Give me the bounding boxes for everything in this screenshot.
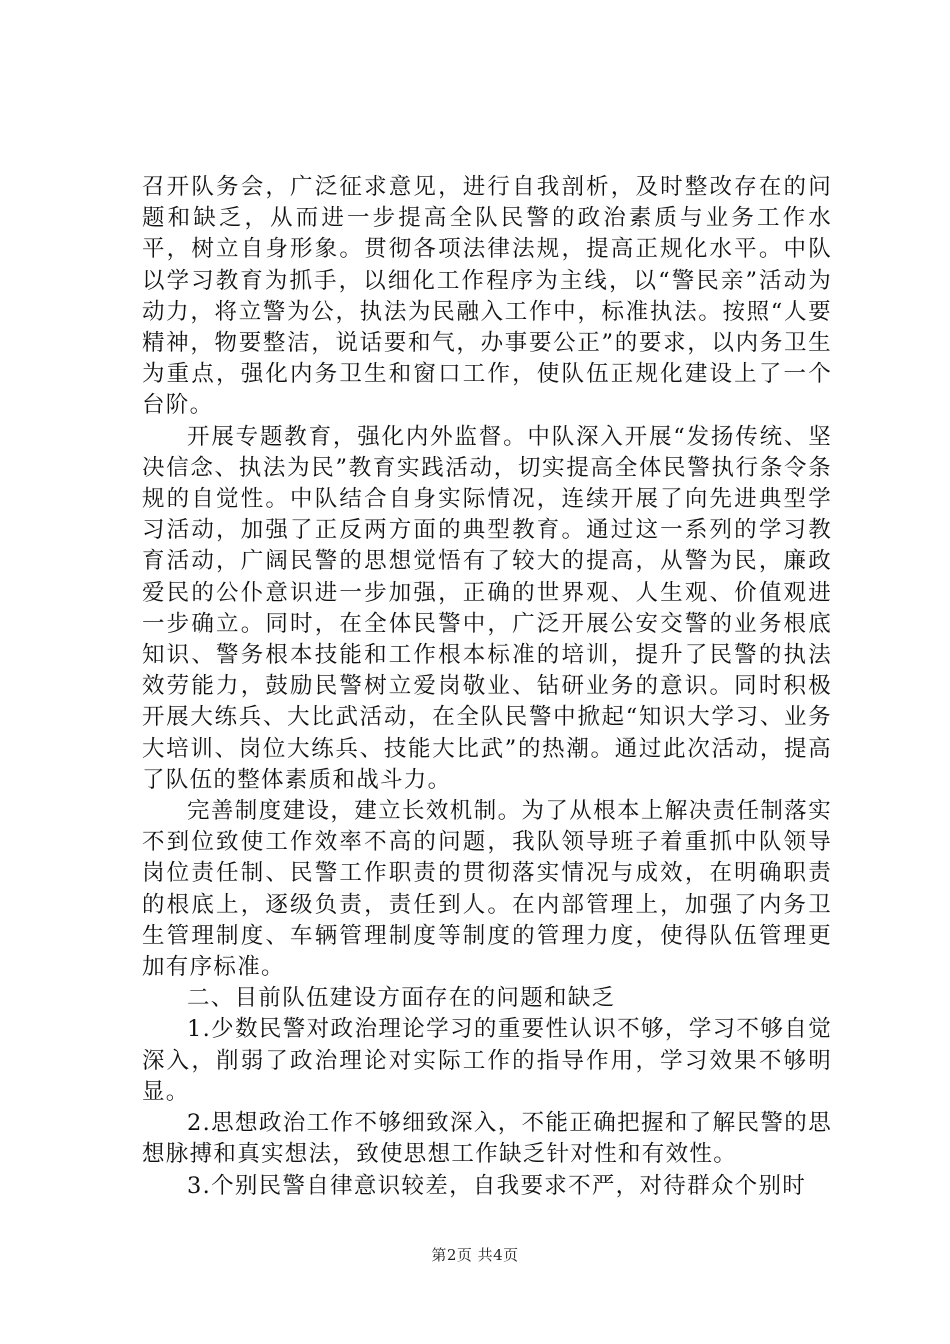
list-item-3: 3.个别民警自律意识较差，自我要求不严，对待群众个别时	[187, 1172, 807, 1199]
paragraph-3: 完善制度建设，建立长效机制。为了从根本上解决责任制落实不到位致使工作效率不高的问题，我队领导班子着重抓中队领导岗位责任制、民警工作职责的贯彻落实情况与成效，在明确职责的根底上，逐级负责，责任到人。在内部管理上，加强了内务卫生管理制度、车辆管理制度等制度的管理力度，使得队伍管理更加有序标准。	[142, 798, 832, 981]
section-heading: 二、目前队伍建设方面存在的问题和缺乏	[187, 985, 616, 1012]
list-item-2: 2.思想政治工作不够细致深入，不能正确把握和了解民警的思想脉搏和真实想法，致使思想工作缺乏针对性和有效性。	[142, 1110, 832, 1168]
document-body	[142, 172, 832, 1202]
list-item-1: 1.少数民警对政治理论学习的重要性认识不够，学习不够自觉深入，削弱了政治理论对实际工作的指导作用，学习效果不够明显。	[142, 1016, 832, 1105]
page-number-footer: 第2页 共4页	[431, 1246, 519, 1264]
paragraph-2: 开展专题教育，强化内外监督。中队深入开展“发扬传统、坚决信念、执法为民”教育实践活动，切实提高全体民警执行条令条规的自觉性。中队结合自身实际情况，连续开展了向先进典型学习活动，加强了正反两方面的典型教育。通过这一系列的学习教育活动，广阔民警的思想觉悟有了较大的提高，从警为民，廉政爱民的公仆意识进一步加强，正确的世界观、人生观、价值观进一步确立。同时，在全体民警中，广泛开展公安交警的业务根底知识、警务根本技能和工作根本标准的培训，提升了民警的执法效劳能力，鼓励民警树立爱岗敬业、钻研业务的意识。同时积极开展大练兵、大比武活动，在全队民警中掀起“知识大学习、业务大培训、岗位大练兵、技能大比武”的热潮。通过此次活动，提高了队伍的整体素质和战斗力。	[142, 423, 832, 793]
paragraph-1: 召开队务会，广泛征求意见，进行自我剖析，及时整改存在的问题和缺乏，从而进一步提高全队民警的政治素质与业务工作水平，树立自身形象。贯彻各项法律法规，提高正规化水平。中队以学习教育为抓手，以细化工作程序为主线，以“警民亲”活动为动力，将立警为公，执法为民融入工作中，标准执法。按照“人要精神，物要整洁，说话要和气，办事要公正”的要求，以内务卫生为重点，强化内务卫生和窗口工作，使队伍正规化建设上了一个台阶。	[142, 174, 832, 419]
